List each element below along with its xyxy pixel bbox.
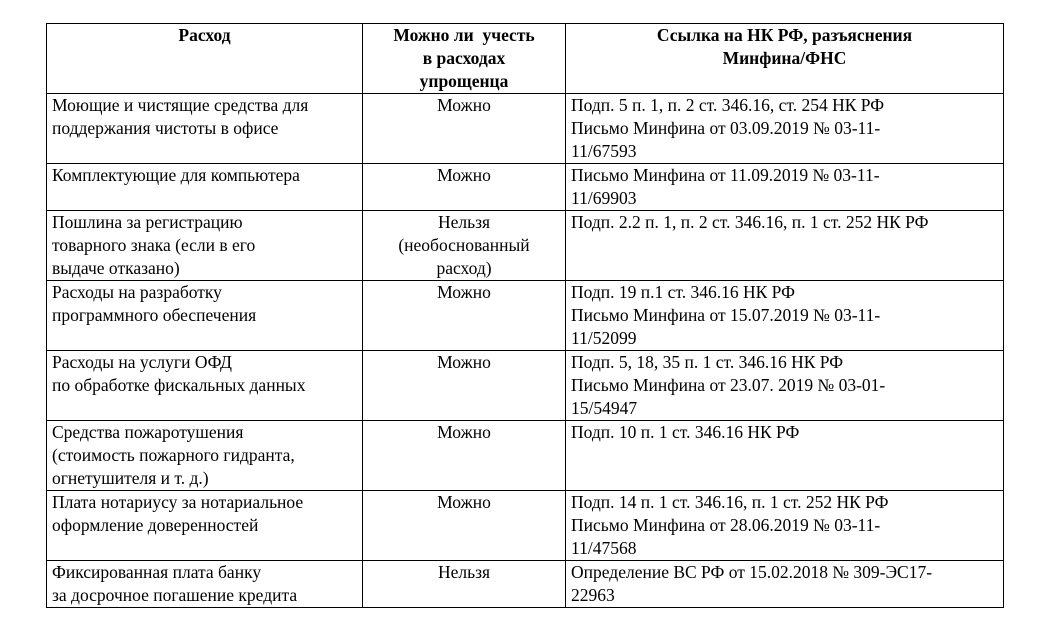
expense-cell-line: за досрочное погашение кредита (52, 585, 298, 605)
expense-cell (47, 281, 363, 351)
reference-cell (566, 561, 1004, 608)
table-row (47, 351, 1004, 421)
reference-cell-line: 11/67593 (571, 141, 637, 161)
reference-cell-line: 15/54947 (571, 398, 638, 418)
header-expense-line: Расход (178, 25, 231, 45)
allowed-cell-line: Нельзя (437, 212, 491, 232)
expense-cell (47, 491, 363, 561)
allowed-cell-line: Нельзя (437, 562, 491, 582)
reference-cell-line: Подп. 19 п.1 ст. 346.16 НК РФ (571, 282, 795, 302)
header-reference-line: Минфина/ФНС (722, 48, 847, 68)
expense-cell-line: Моющие и чистящие средства для (52, 95, 309, 115)
allowed-cell-line: Можно (437, 352, 491, 372)
expense-cell-line: Средства пожаротушения (52, 422, 244, 442)
expense-cell-line: товарного знака (если в его (52, 235, 256, 255)
reference-cell-line: Письмо Минфина от 15.07.2019 № 03-11- (571, 305, 881, 325)
header-expense (47, 24, 363, 94)
allowed-cell (363, 94, 566, 164)
expense-cell (47, 421, 363, 491)
reference-cell-line: Определение ВС РФ от 15.02.2018 № 309-ЭС17- (571, 562, 933, 582)
expense-cell-line: поддержания чистоты в офисе (52, 118, 279, 138)
expense-cell (47, 94, 363, 164)
expense-cell (47, 164, 363, 211)
table-header-row (47, 24, 1004, 94)
expense-cell-line: Пошлина за регистрацию (52, 212, 243, 232)
expense-cell-line: Комплектующие для компьютера (52, 165, 300, 185)
allowed-cell (363, 351, 566, 421)
reference-cell-line: Письмо Минфина от 11.09.2019 № 03-11- (571, 165, 880, 185)
expense-cell-line: выдаче отказано) (52, 258, 180, 278)
allowed-cell-line: Можно (437, 492, 491, 512)
expense-cell (47, 351, 363, 421)
reference-cell-line: Письмо Минфина от 23.07. 2019 № 03-01- (571, 375, 886, 395)
allowed-cell-line: (необоснованный (398, 235, 530, 255)
expense-cell (47, 561, 363, 608)
reference-cell-line: Подп. 2.2 п. 1, п. 2 ст. 346.16, п. 1 ст. 252 НК РФ (571, 212, 929, 232)
allowed-cell (363, 281, 566, 351)
header-allowed (363, 24, 566, 94)
allowed-cell-line: расход) (436, 258, 492, 278)
table-row (47, 491, 1004, 561)
allowed-cell-line: Можно (437, 95, 491, 115)
allowed-cell-line: Можно (437, 165, 491, 185)
expenses-table (46, 23, 1004, 608)
expense-cell-line: Расходы на услуги ОФД (52, 352, 232, 372)
allowed-cell-line: Можно (437, 422, 491, 442)
reference-cell-line: 22963 (571, 585, 615, 605)
allowed-cell (363, 421, 566, 491)
header-reference-line: Ссылка на НК РФ, разъяснения (656, 25, 913, 45)
table-row (47, 211, 1004, 281)
reference-cell (566, 164, 1004, 211)
reference-cell-line: Подп. 5 п. 1, п. 2 ст. 346.16, ст. 254 НК РФ (571, 95, 885, 115)
table-row (47, 94, 1004, 164)
reference-cell-line: Письмо Минфина от 03.09.2019 № 03-11- (571, 118, 881, 138)
expense-cell-line: огнетушителя и т. д.) (52, 468, 209, 488)
header-allowed-line: упрощенца (419, 71, 509, 91)
expense-cell-line: Плата нотариусу за нотариальное (52, 492, 304, 512)
header-allowed-line: Можно ли учесть (393, 25, 535, 45)
reference-cell (566, 421, 1004, 491)
reference-cell-line: Подп. 10 п. 1 ст. 346.16 НК РФ (571, 422, 800, 442)
expense-cell-line: программного обеспечения (52, 305, 257, 325)
reference-cell (566, 491, 1004, 561)
expense-cell-line: (стоимость пожарного гидранта, (52, 445, 295, 465)
reference-cell-line: 11/52099 (571, 328, 637, 348)
reference-cell (566, 351, 1004, 421)
reference-cell-line: Письмо Минфина от 28.06.2019 № 03-11- (571, 515, 881, 535)
allowed-cell (363, 561, 566, 608)
expense-cell (47, 211, 363, 281)
allowed-cell (363, 211, 566, 281)
table-row (47, 561, 1004, 608)
allowed-cell-line: Можно (437, 282, 491, 302)
table-row (47, 421, 1004, 491)
reference-cell (566, 94, 1004, 164)
allowed-cell (363, 164, 566, 211)
reference-cell-line: 11/69903 (571, 188, 637, 208)
reference-cell-line: Подп. 5, 18, 35 п. 1 ст. 346.16 НК РФ (571, 352, 844, 372)
expense-cell-line: Фиксированная плата банку (52, 562, 262, 582)
header-allowed-line: в расходах (422, 48, 506, 68)
expense-cell-line: Расходы на разработку (52, 282, 222, 302)
expense-cell-line: по обработке фискальных данных (52, 375, 306, 395)
allowed-cell (363, 491, 566, 561)
expense-cell-line: оформление доверенностей (52, 515, 259, 535)
reference-cell (566, 211, 1004, 281)
table-row (47, 281, 1004, 351)
reference-cell (566, 281, 1004, 351)
reference-cell-line: Подп. 14 п. 1 ст. 346.16, п. 1 ст. 252 НК РФ (571, 492, 889, 512)
table-row (47, 164, 1004, 211)
header-reference (566, 24, 1004, 94)
reference-cell-line: 11/47568 (571, 538, 637, 558)
table-body (47, 94, 1004, 608)
